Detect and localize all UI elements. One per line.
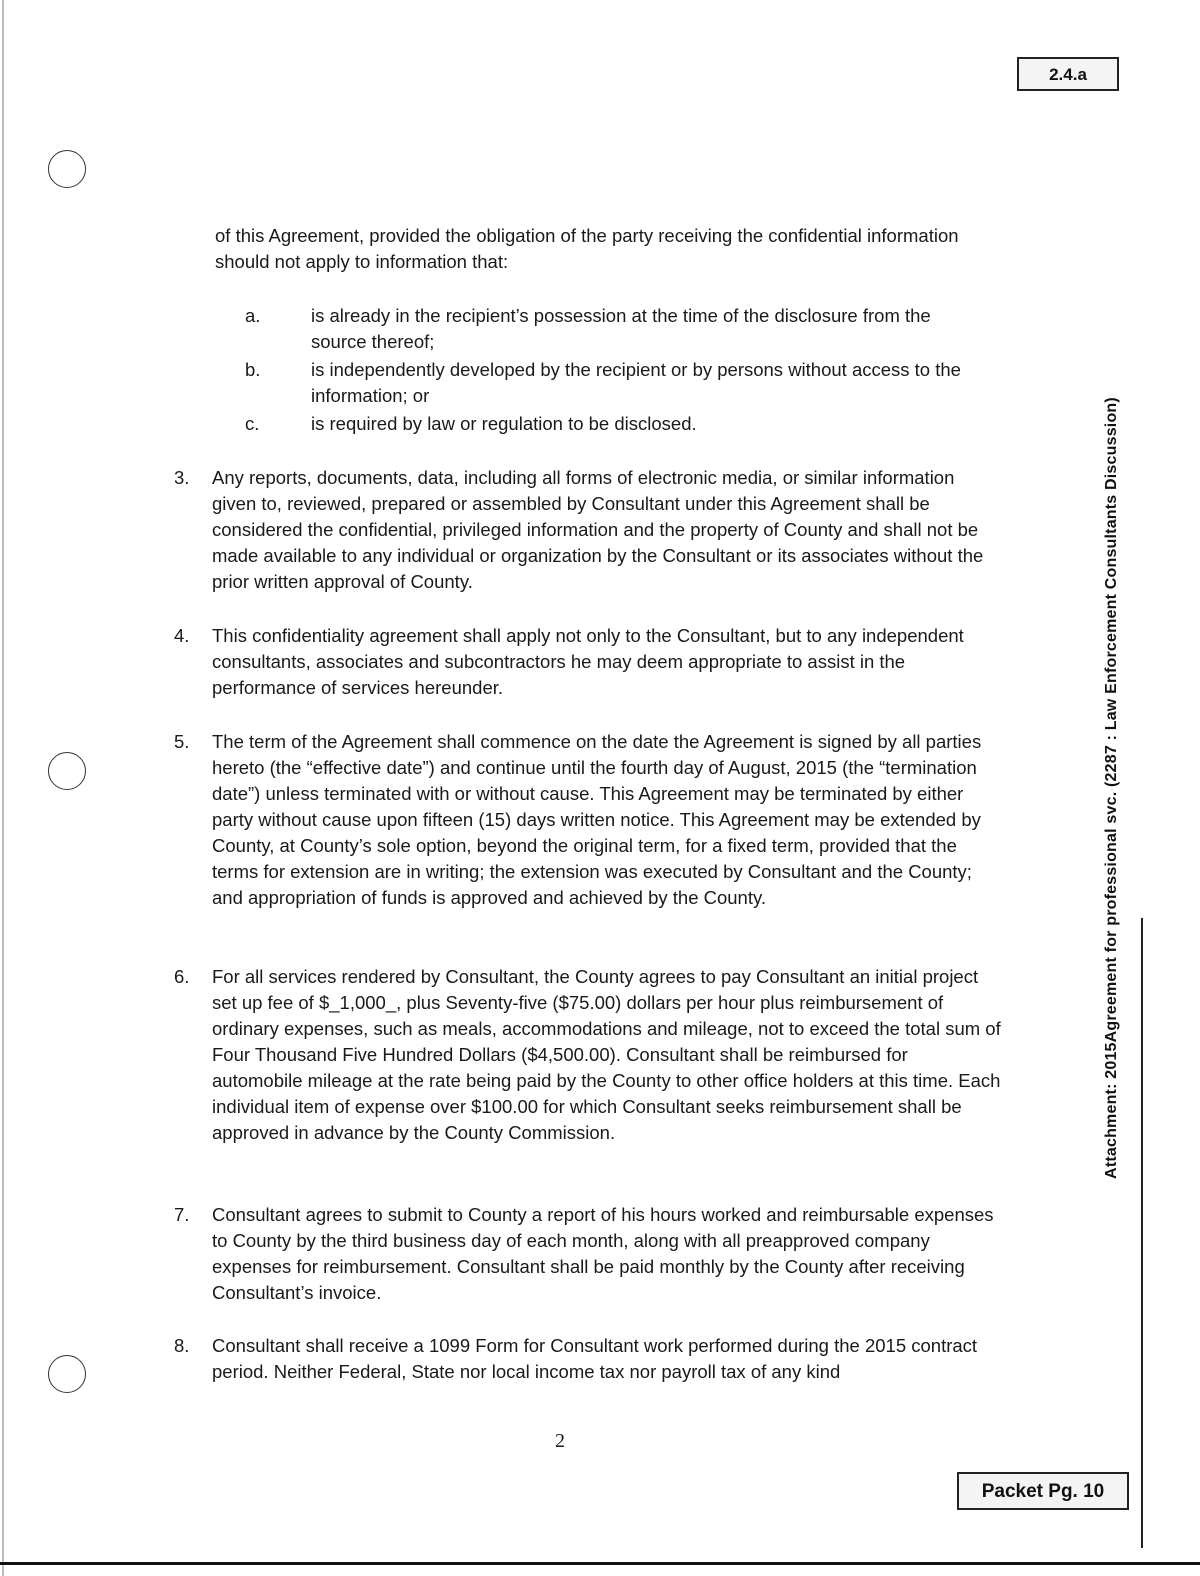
subitem-text: is required by law or regulation to be disclosed. [311, 413, 697, 434]
clause-number: 8. [174, 1335, 190, 1356]
intro-paragraph: of this Agreement, provided the obligation of the party receiving the confidential information should not apply to information that: [215, 225, 959, 272]
clause-number: 7. [174, 1204, 190, 1225]
subitem-label: b. [245, 359, 261, 380]
agenda-item-tag: 2.4.a [1017, 57, 1119, 91]
clause-text: Consultant shall receive a 1099 Form for Consultant work performed during the 2015 contract period. Neither Federal, State nor local income tax nor payroll tax of any kind [212, 1335, 978, 1382]
page-number: 2 [555, 1430, 565, 1452]
scan-left-edge [2, 0, 4, 1576]
hole-punch-middle [48, 752, 86, 790]
subitem-text: is already in the recipient’s possession at the time of the disclosure from the source thereof; [311, 305, 931, 352]
clause-number: 6. [174, 966, 190, 987]
clause-text: This confidentiality agreement shall apply not only to the Consultant, but to any independent consultants, associates and subcontractors he may deem appropriate to assist in the performance of services hereunder. [212, 625, 964, 698]
clause-text: For all services rendered by Consultant, the County agrees to pay Consultant an initial project set up fee of $_1,000_, plus Seventy-five ($75.00) dollars per hour plus reimbursement of ordinary expenses, such as meals, accommodations and mileage, not to exceed the total sum of Four Thousand Five Hundred Dollars ($4,500.00). Consultant shall be reimbursed for automobile mileage at the rate being paid by the County to other office holders at this time. Each individual item of expense over $100.00 for which Consultant seeks reimbursement shall be approved in advance by the County Commission. [212, 966, 1001, 1143]
clause-number: 4. [174, 625, 190, 646]
clause-text: Any reports, documents, data, including all forms of electronic media, or similar information given to, reviewed, prepared or assembled by Consultant under this Agreement shall be considered the confidential, privileged information and the property of County and shall not be made available to any individual or organization by the Consultant or its associates without the prior written approval of County. [212, 467, 984, 592]
subitem-label: c. [245, 413, 260, 434]
clause-text: Consultant agrees to submit to County a report of his hours worked and reimbursable expenses to County by the third business day of each month, along with all preapproved company expenses for reimbursement. Consultant shall be paid monthly by the County after receiving Consultant’s invoice. [212, 1204, 994, 1303]
subitem-label: a. [245, 305, 261, 326]
margin-rule [1141, 918, 1143, 1548]
subitem-text: is independently developed by the recipient or by persons without access to the information; or [311, 359, 961, 406]
clause-number: 3. [174, 467, 190, 488]
hole-punch-top [48, 150, 86, 188]
page-bottom-rule [0, 1562, 1200, 1565]
hole-punch-bottom [48, 1355, 86, 1393]
clause-number: 5. [174, 731, 190, 752]
packet-page-tag: Packet Pg. 10 [957, 1472, 1129, 1510]
clause-text: The term of the Agreement shall commence on the date the Agreement is signed by all parties hereto (the “effective date”) and continue until the fourth day of August, 2015 (the “termination date”) unless terminated with or without cause. This Agreement may be terminated by either party without cause upon fifteen (15) days written notice. This Agreement may be extended by County, at County’s sole option, beyond the original term, for a fixed term, provided that the terms for extension are in writing; the extension was executed by Consultant and the County; and appropriation of funds is approved and achieved by the County. [212, 731, 982, 908]
attachment-label: Attachment: 2015Agreement for professional svc. (2287 : Law Enforcement Consultants Discussion) [1103, 397, 1120, 1179]
